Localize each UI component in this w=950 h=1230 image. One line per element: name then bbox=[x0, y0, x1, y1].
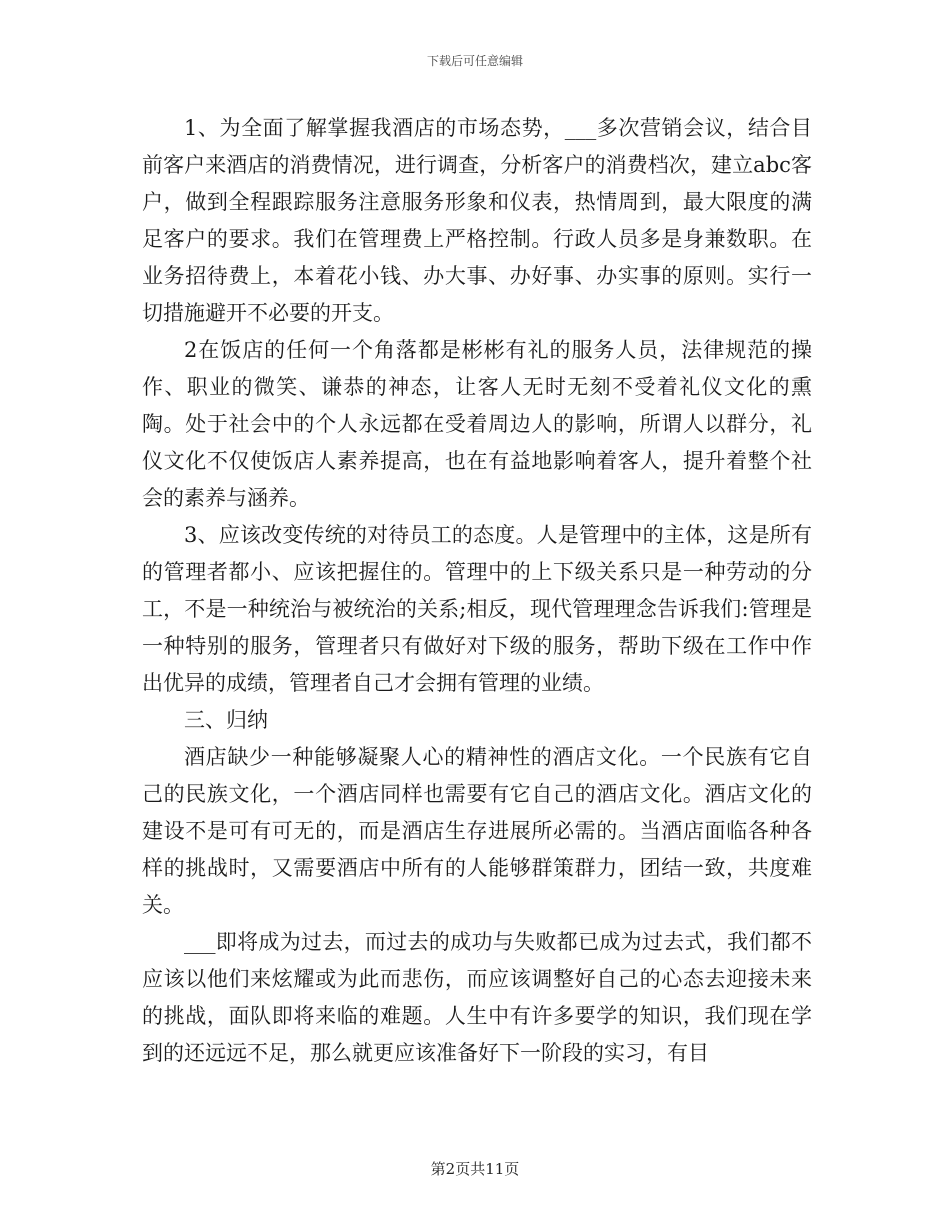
paragraph-4: 酒店缺少一种能够凝聚人心的精神性的酒店文化。一个民族有它自己的民族文化，一个酒店同样也需要有它自己的酒店文化。酒店文化的建设不是可有可无的，而是酒店生存进展所必需的。当酒店面临各种各样的挑战时，又需要酒店中所有的人能够群策群力，团结一致，共度难关。 bbox=[142, 745, 812, 917]
document-body bbox=[142, 110, 812, 1072]
section-heading-summary: 三、归纳 bbox=[184, 708, 268, 732]
paragraph-2: 2在饭店的任何一个角落都是彬彬有礼的服务人员，法律规范的操作、职业的微笑、谦恭的神态，让客人无时无刻不受着礼仪文化的熏陶。处于社会中的个人永远都在受着周边人的影响，所谓人以群分，礼仪文化不仅使饭店人素养提高，也在有益地影响着客人，提升着整个社会的素养与涵养。 bbox=[142, 338, 812, 510]
page-header-note: 下载后可任意编辑 bbox=[426, 54, 523, 68]
page-number: 第2页共11页 bbox=[430, 1160, 520, 1178]
paragraph-1: 1、为全面了解掌握我酒店的市场态势，___多次营销会议，结合目前客户来酒店的消费情况，进行调查，分析客户的消费档次，建立abc客户，做到全程跟踪服务注意服务形象和仪表，热情周到，最大限度的满足客户的要求。我们在管理费上严格控制。行政人员多是身兼数职。在业务招待费上，本着花小钱、办大事、办好事、办实事的原则。实行一切措施避开不必要的开支。 bbox=[142, 116, 812, 325]
paragraph-5: ___即将成为过去，而过去的成功与失败都已成为过去式，我们都不应该以他们来炫耀或为此而悲伤，而应该调整好自己的心态去迎接未来的挑战，面队即将来临的难题。人生中有许多要学的知识，我们现在学到的还远远不足，那么就更应该准备好下一阶段的实习，有目 bbox=[142, 930, 812, 1065]
paragraph-3: 3、应该改变传统的对待员工的态度。人是管理中的主体，这是所有的管理者都小、应该把握住的。管理中的上下级关系只是一种劳动的分工，不是一种统治与被统治的关系;相反，现代管理理念告诉我们:管理是一种特别的服务，管理者只有做好对下级的服务，帮助下级在工作中作出优异的成绩，管理者自己才会拥有管理的业绩。 bbox=[142, 523, 812, 695]
